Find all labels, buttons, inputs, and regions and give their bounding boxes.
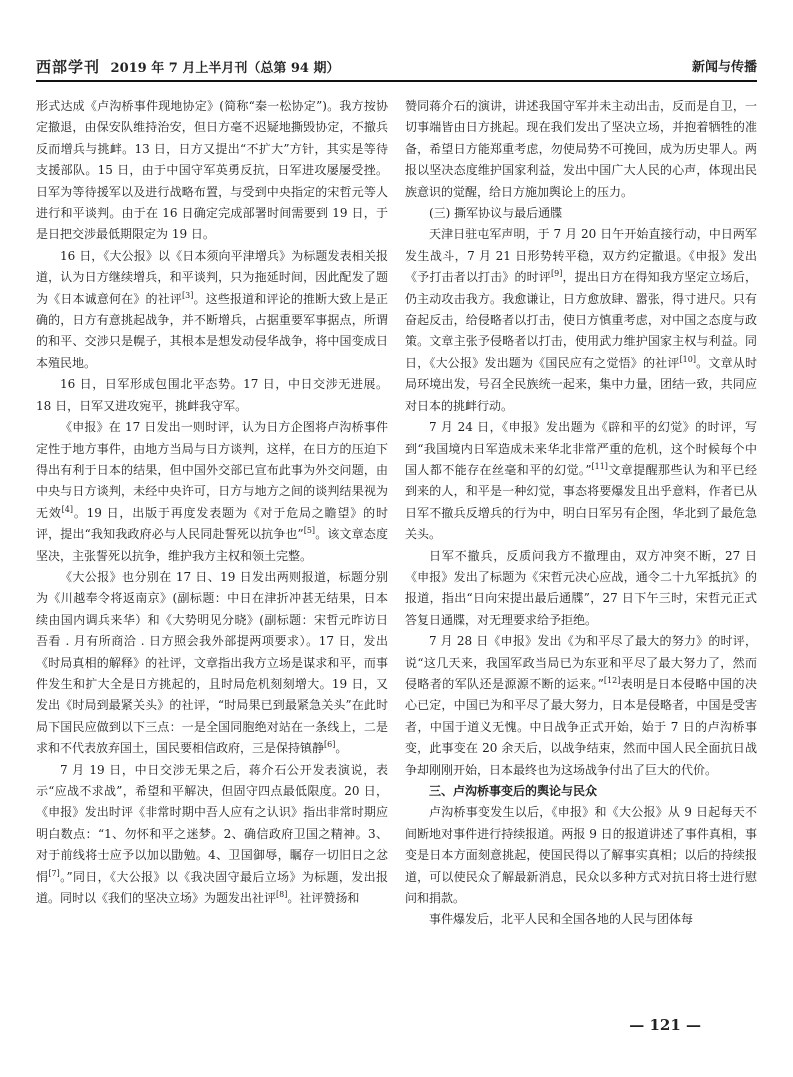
citation-ref: [7] bbox=[48, 868, 60, 878]
body-paragraph: 卢沟桥事变发生以后，《申报》和《大公报》从 9 日起每天不间断地对事件进行持续报道。两报 9 日的报道讲述了事件真相，事变是日本方面刻意挑起，使国民得以了解事实真相；以后的持续报道，可以使民众了解最新消息，民众以多种方式对抗日将士进行慰问和捐款。 bbox=[405, 805, 757, 906]
section-label: 新闻与传播 bbox=[691, 60, 757, 75]
body-paragraph: 16 日，《大公报》以《日本须向平津增兵》为标题发表相关报道，认为日方继续增兵，和平谈判，只为拖延时间，因此配发了题为《日本诚意何在》的社评[3]。这些报道和评论的推断大致上是正确的，日方有意挑起战争，并不断增兵，占据重要军事据点，所谓的和平、交涉只是幌子，其根本是想发动侵华战争，将中国变成日本殖民地。 bbox=[36, 248, 388, 370]
issue-label: 2019 年 7 月上半月刊（总第 94 期） bbox=[110, 61, 340, 76]
body-paragraph: 《申报》在 17 日发出一则时评，认为日方企图将卢沟桥事件定性于地方事件，由地方当局与日方谈判，这样，在日方的压迫下得出有利于日本的结果，但中国外交部已宣布此事为外交问题，由中央与日方谈判，未经中央许可，日方与地方之间的谈判结果视为无效[4]。19 日，出版于再度发表题为《对于危局之瞻望》的时评，提出“我知我政府必与人民同赴誓死以抗争也”[5]。该文章态度坚决，主张誓死以抗争，维护我方主权和领土完整。 bbox=[36, 420, 388, 563]
citation-ref: [8] bbox=[276, 890, 288, 900]
body-paragraph: 7 月 24 日，《申报》发出题为《辟和平的幻觉》的时评，写到“我国境内日军造成未来华北非常严重的危机，这个时候每个中国人都不能存在丝毫和平的幻觉。”[11]文章提醒那些认为和平已经到来的人，和平是一种幻觉，事态将要爆发且出乎意料，作者已从日军不撤兵反增兵的行为中，明白日军另有企图，华北到了最危急关头。 bbox=[405, 420, 757, 542]
citation-ref: [6] bbox=[324, 740, 336, 750]
journal-logo: 西部学刊 bbox=[36, 58, 101, 76]
body-paragraph: 形式达成《卢沟桥事件现地协定》(简称“秦一松协定”)。我方按协定撤退，由保安队维持治安，但日方毫不迟疑地撕毁协定，不撤兵反而增兵与挑衅。13 日，日方又提出“不扩大”方针，其实是等待支援部队。15 日，由于中国守军英勇反抗，日军进攻屡屡受挫。日军为等待援军以及进行战略布置，与受到中央指定的宋哲元等人进行和平谈判。由于在 16 日确定完成部署时间需要到 19 日，于是日把交涉最低期限定为 19 日。 bbox=[36, 99, 388, 242]
citation-ref: [9] bbox=[550, 269, 563, 279]
citation-ref: [4] bbox=[61, 504, 74, 514]
body-paragraph: 事件爆发后，北平人民和全国各地的人民与团体每 bbox=[429, 912, 694, 927]
body-paragraph: 赞同蒋介石的演讲，讲述我国守军并未主动出击，反而是自卫，一切事端皆由日方挑起。现在我们发出了坚决立场，并抱着牺牲的准备，希望日方能郑重考虑，勿使局势不可挽回，成为历史罪人。两报以坚决态度维护国家利益，发出中国广大人民的心声，体现出民族意识的觉醒，给日方施加舆论上的压力。 bbox=[405, 99, 757, 199]
citation-ref: [12] bbox=[603, 675, 621, 685]
body-paragraph: 7 月 28 日《申报》发出《为和平尽了最大的努力》的时评，说“这几天来，我国军政当局已为东亚和平尽了最大努力了，然而侵略者的军队还是源源不断的运来。”[12]表明是日本侵略中国的决心已定，中国已为和平尽了最大努力，日本是侵略者，中国是受害者，中国于道义无愧。中日战争正式开始，始于 7 日的卢沟桥事变，此事变在 20 余天后，以战争结束，然而中国人民全面抗日战争却刚刚开始，日本最终也为这场战争付出了巨大的代价。 bbox=[405, 634, 757, 777]
section-heading: 三、卢沟桥事变后的舆论与民众 bbox=[429, 784, 598, 798]
header-rule bbox=[36, 80, 757, 82]
citation-ref: [11] bbox=[591, 461, 608, 471]
left-column bbox=[36, 96, 388, 909]
page-header bbox=[36, 48, 757, 82]
journal-info bbox=[36, 56, 340, 77]
citation-ref: [10] bbox=[679, 354, 696, 364]
page-number: — 121 — bbox=[629, 1016, 701, 1034]
body-paragraph: 天津日驻屯军声明，于 7 月 20 日午开始直接行动，中日两军发生战斗，7 月 21 日形势转平稳，双方约定撤退。《申报》发出《予打击者以打击》的时评[9]，提出日方在得知我方坚定立场后，仍主动攻击我方。我愈谦让，日方愈放肆、嚣张，得寸进尺。只有奋起反击，给侵略者以打击，使日方慎重考虑，对中国之态度与政策。文章主张予侵略者以打击，使用武力维护国家主权与利益。同日，《大公报》发出题为《国民应有之觉悟》的社评[10]。文章从时局环境出发，号召全民族统一起来，集中力量，团结一致，共同应对日本的挑衅行动。 bbox=[405, 227, 757, 413]
right-column bbox=[405, 96, 757, 931]
body-paragraph: 日军不撤兵，反质问我方不撤理由，双方冲突不断，27 日《申报》发出了标题为《宋哲元决心应战，通令二十九军抵抗》的报道，指出“日向宋提出最后通牒”，27 日下午三时，宋哲元正式答复日通牒，对无理要求给予拒绝。 bbox=[405, 548, 757, 627]
body-paragraph: 7 月 19 日，中日交涉无果之后，蒋介石公开发表演说，表示“应战不求战”，希望和平解决，但固守四点最低限度。20 日，《申报》发出时评《非常时期中吾人应有之认识》指出非常时期应明白数点：“1、勿怀和平之迷梦。2、确信政府卫国之精神。3、对于前线将士应予以加以勖勉。4、卫国御辱，瞩存一切旧日之忿悁[7]。”同日，《大公报》以《我决固守最后立场》为标题，发出报道。同时以《我们的坚决立场》为题发出社评[8]。社评赞扬和 bbox=[36, 762, 388, 906]
body-paragraph: 《大公报》也分别在 17 日、19 日发出两则报道，标题分别为《川越奉令将返南京》(副标题：中日在津折冲甚无结果，日本续由国内调兵来华）和《大势明见分晓》(副标题：宋哲元昨访日吾看 . 月有所商洽 . 日方照会我外部提两项要求）。17 日，发出《时局真相的解释》的社评，文章指出我方立场是谋求和平，而事件发生和扩大全是日方挑起的，且时局危机刻刻增大。19 日，又发出《时局到最紧关头》的社评，“时局果已到最紧急关头”在此时局下国民应做到以下三点：一是全国同胞绝对站在一条线上，二是求和不代表放弃国土，国民要相信政府，三是保持镇静[6]。 bbox=[36, 569, 388, 756]
citation-ref: [3] bbox=[181, 290, 194, 300]
citation-ref: [5] bbox=[303, 526, 316, 536]
subsection-heading: (三) 撕军协议与最后通牒 bbox=[429, 206, 563, 221]
body-paragraph: 16 日，日军形成包围北平态势。17 日，中日交涉无进展。18 日，日军又进攻宛平，挑衅我守军。 bbox=[36, 377, 388, 413]
